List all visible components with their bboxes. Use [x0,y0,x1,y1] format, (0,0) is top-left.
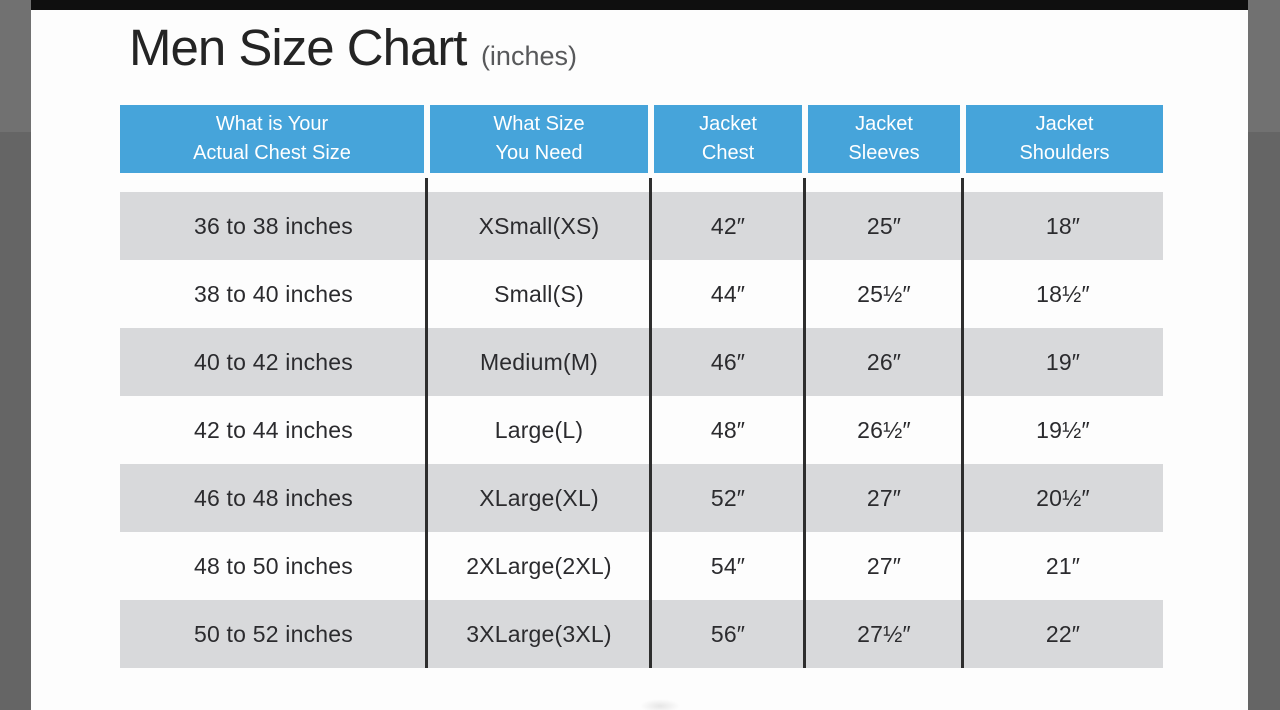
column-header-actual-chest-size [120,105,424,173]
table-cell: 27″ [866,484,902,511]
header-line: Jacket [855,113,913,135]
header-body-gap [120,178,1163,192]
table-cell: 56″ [710,620,746,647]
title-unit-label: (inches) [480,41,577,71]
table-cell: 25½″ [857,280,911,307]
table-cell: 22″ [1045,620,1081,647]
table-cell: 42″ [710,212,746,239]
table-row [120,600,1163,668]
table-cell: 46 to 48 inches [193,484,353,511]
table-cell: 27″ [866,552,902,579]
column-divider-line [803,178,806,668]
bottom-artifact [640,699,680,710]
column-header-size-you-need [430,105,648,173]
table-row [120,396,1163,464]
table-body [120,178,1163,668]
header-line: Actual Chest Size [193,142,351,164]
table-cell: 21″ [1045,552,1081,579]
table-cell: 36 to 38 inches [193,212,353,239]
table-cell: 54″ [710,552,746,579]
table-cell: 48 to 50 inches [193,552,353,579]
table-cell: XLarge(XL) [479,484,599,511]
table-cell: 25″ [866,212,902,239]
header-line: Sleeves [848,142,920,164]
table-cell: 3XLarge(3XL) [466,620,612,647]
left-edge-bar [0,0,31,710]
table-cell: 19″ [1045,348,1081,375]
table-cell: 26″ [866,348,902,375]
table-cell: Medium(M) [479,348,599,375]
table-cell: 26½″ [857,416,911,443]
right-edge-bar [1248,0,1280,710]
table-cell: 38 to 40 inches [193,280,353,307]
header-line: What Size [493,113,585,135]
column-divider-line [425,178,428,668]
table-cell: 48″ [710,416,746,443]
column-header-jacket-shoulders [966,105,1163,173]
table-cell: Large(L) [494,416,584,443]
title-text: Men Size Chart [129,19,467,76]
table-cell: 27½″ [857,620,911,647]
table-cell: 44″ [710,280,746,307]
header-line: Jacket [1035,113,1094,135]
size-chart-table [120,105,1163,668]
table-cell: 52″ [710,484,746,511]
table-cell: 40 to 42 inches [193,348,353,375]
table-cell: 46″ [710,348,746,375]
table-header-row [120,105,1163,173]
table-cell: 50 to 52 inches [193,620,353,647]
table-cell: 18″ [1045,212,1081,239]
column-header-jacket-sleeves [808,105,960,173]
column-divider-line [961,178,964,668]
top-black-bar [31,0,1248,10]
header-line: What is Your [215,113,329,135]
table-cell: 18½″ [1036,280,1090,307]
column-header-jacket-chest [654,105,802,173]
table-row [120,328,1163,396]
header-line: Chest [701,142,755,164]
table-cell: 20½″ [1036,484,1090,511]
page-title [129,18,577,77]
header-line: Shoulders [1019,142,1110,164]
table-cell: Small(S) [494,280,584,307]
table-row [120,260,1163,328]
table-row [120,192,1163,260]
table-row [120,464,1163,532]
header-line: You Need [495,142,583,164]
column-divider-line [649,178,652,668]
table-cell: XSmall(XS) [478,212,600,239]
table-cell: 19½″ [1036,416,1090,443]
table-row [120,532,1163,600]
header-line: Jacket [699,113,757,135]
table-cell: 42 to 44 inches [193,416,353,443]
table-cell: 2XLarge(2XL) [466,552,612,579]
